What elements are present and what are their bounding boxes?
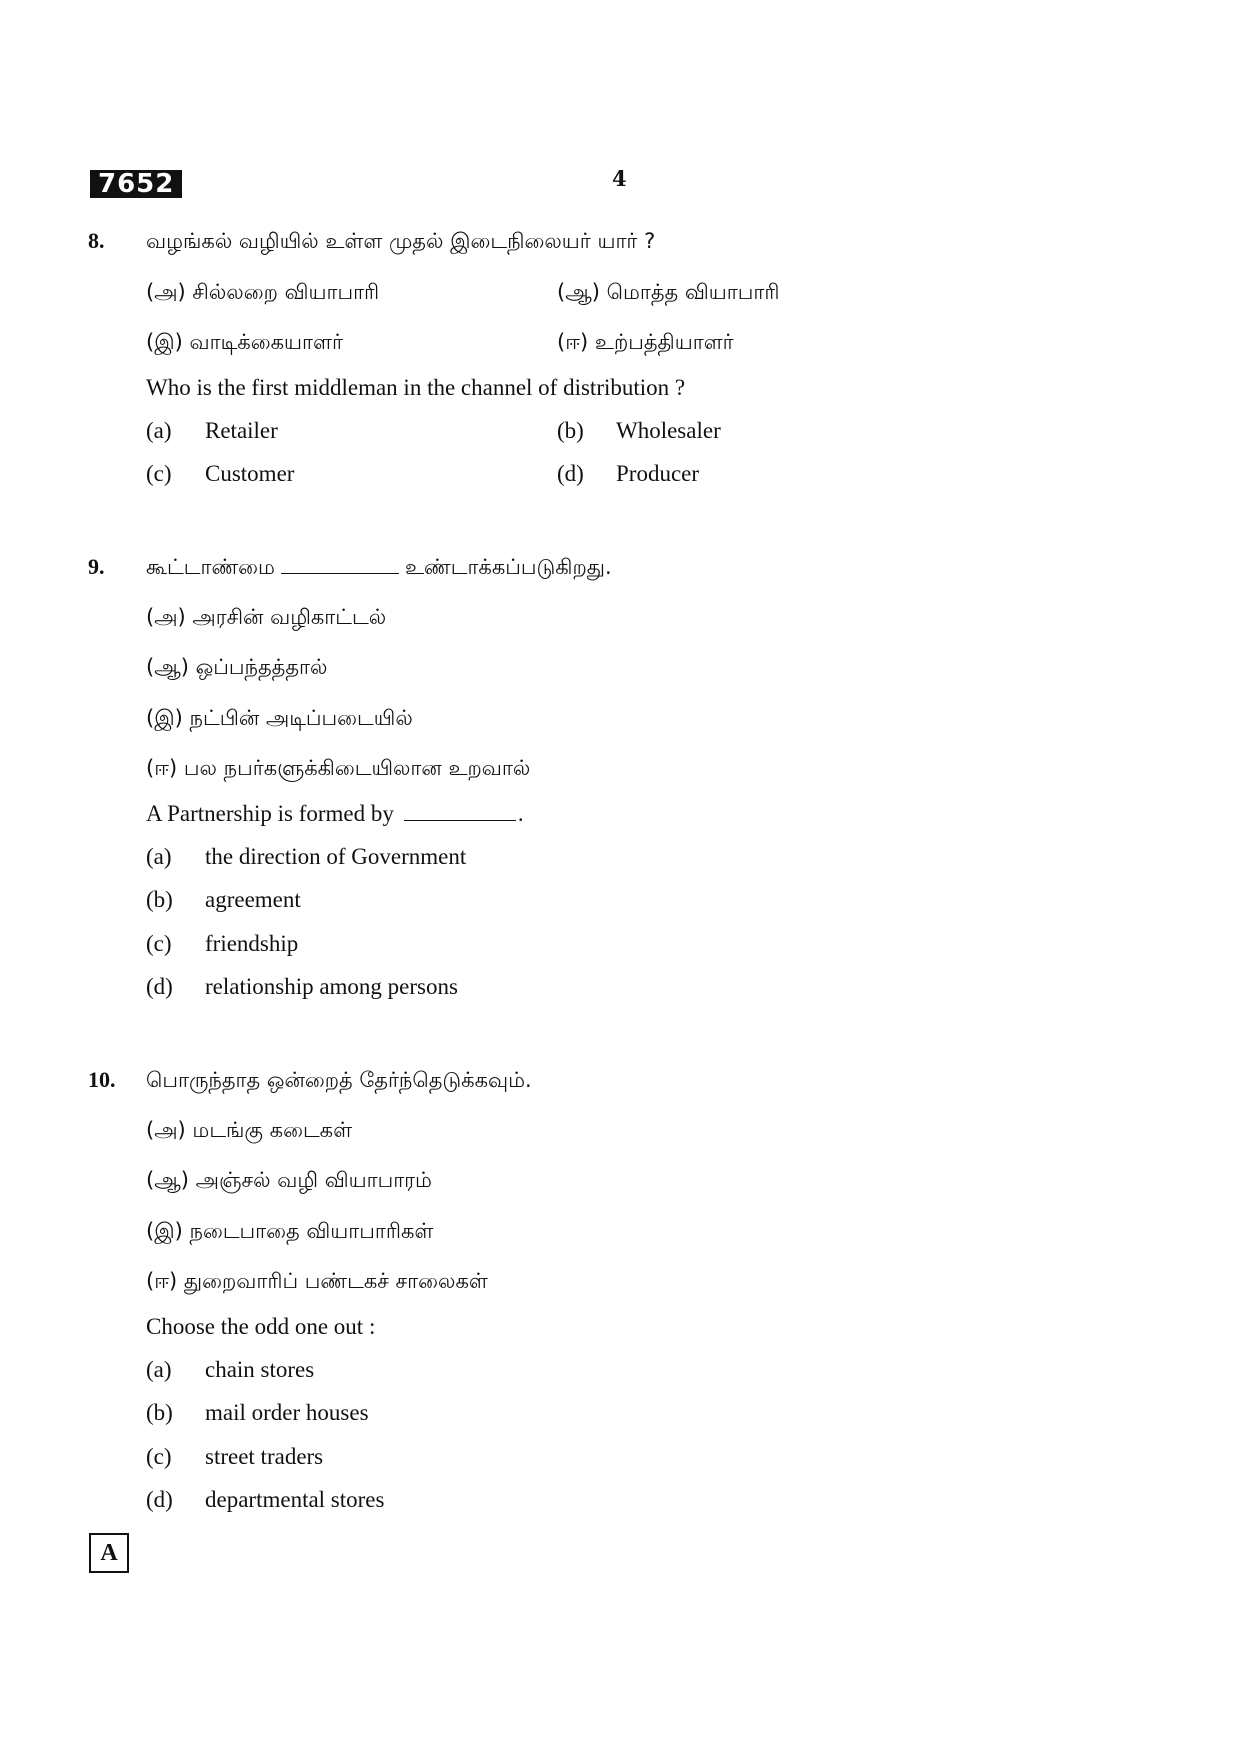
option-tamil-c (146, 706, 413, 733)
option-label-d: (d) (557, 461, 584, 486)
option-label: (இ) (146, 1219, 183, 1243)
option-tamil-c (146, 1219, 433, 1246)
option-text: சில்லறை வியாபாரி (192, 280, 380, 304)
option-label: (அ) (146, 1118, 186, 1142)
option-tamil-d (557, 330, 734, 357)
option-tamil-a (146, 605, 386, 632)
question-text-part: A Partnership is formed by (146, 801, 394, 826)
answer-blank (281, 572, 399, 574)
option-tamil-d (146, 1269, 488, 1296)
option-text-c: Customer (205, 461, 295, 486)
option-text: மொத்த வியாபாரி (606, 280, 780, 304)
option-tamil-a (146, 1118, 352, 1145)
option-label-a: (a) (146, 1357, 172, 1382)
option-tamil-b (146, 655, 327, 682)
answer-blank (404, 819, 516, 821)
option-label: (இ) (146, 706, 183, 730)
option-label: (ஈ) (557, 330, 589, 354)
option-tamil-c (146, 330, 343, 357)
option-text: வாடிக்கையாளர் (189, 330, 343, 354)
option-label-a: (a) (146, 844, 172, 869)
option-text-d: departmental stores (205, 1487, 385, 1512)
option-label-c: (c) (146, 931, 172, 956)
option-text: துறைவாரிப் பண்டகச் சாலைகள் (183, 1269, 488, 1293)
option-text-b: Wholesaler (616, 418, 721, 443)
option-text-d: Producer (616, 461, 700, 486)
option-label: (ஈ) (146, 1269, 178, 1293)
question-number: 10. (88, 1067, 116, 1092)
option-tamil-b (146, 1168, 432, 1195)
section-marker-box: A (89, 1533, 129, 1573)
option-text-c: street traders (205, 1444, 324, 1469)
option-label: (அ) (146, 280, 186, 304)
option-text-a: chain stores (205, 1357, 315, 1382)
question-text-part: . (517, 801, 524, 826)
question-text-tamil: பொருந்தாத ஒன்றைத் தேர்ந்தெடுக்கவும். (146, 1068, 532, 1092)
option-tamil-b (557, 280, 779, 307)
option-label: (ஆ) (146, 1168, 189, 1192)
question-text-tamil (146, 555, 612, 582)
option-text: அஞ்சல் வழி வியாபாரம் (195, 1168, 432, 1192)
option-text-b: mail order houses (205, 1400, 369, 1425)
question-number: 8. (88, 228, 105, 253)
option-text: அரசின் வழிகாட்டல் (192, 605, 387, 629)
option-label-b: (b) (146, 887, 173, 912)
option-label: (அ) (146, 605, 186, 629)
option-label-c: (c) (146, 1444, 172, 1469)
question-text-english: Choose the odd one out : (146, 1314, 376, 1339)
option-text-b: agreement (205, 887, 301, 912)
question-text-english (146, 801, 524, 827)
question-text-tamil: வழங்கல் வழியில் உள்ள முதல் இடைநிலையர் யார் ? (146, 229, 656, 253)
option-text-a: Retailer (205, 418, 278, 443)
option-tamil-d (146, 756, 530, 783)
option-text: பல நபர்களுக்கிடையிலான உறவால் (183, 756, 531, 780)
question-text-part: கூட்டாண்மை (146, 555, 275, 579)
option-label-b: (b) (557, 418, 584, 443)
option-text: நடைபாதை வியாபாரிகள் (189, 1219, 434, 1243)
option-label: (ஆ) (557, 280, 600, 304)
option-text-a: the direction of Government (205, 844, 467, 869)
page-number: 4 (612, 166, 627, 191)
option-text: ஒப்பந்தத்தால் (195, 655, 328, 679)
option-label: (ஆ) (146, 655, 189, 679)
option-label-d: (d) (146, 974, 173, 999)
question-number: 9. (88, 554, 105, 579)
option-text: நட்பின் அடிப்படையில் (189, 706, 413, 730)
option-text-c: friendship (205, 931, 299, 956)
option-text-d: relationship among persons (205, 974, 458, 999)
option-label-b: (b) (146, 1400, 173, 1425)
option-label: (இ) (146, 330, 183, 354)
paper-code-badge: 7652 (90, 170, 182, 198)
question-text-part: உண்டாக்கப்படுகிறது. (404, 555, 612, 579)
option-tamil-a (146, 280, 379, 307)
option-label: (ஈ) (146, 756, 178, 780)
option-text: மடங்கு கடைகள் (192, 1118, 353, 1142)
option-text: உற்பத்தியாளர் (594, 330, 734, 354)
option-label-a: (a) (146, 418, 172, 443)
option-label-d: (d) (146, 1487, 173, 1512)
question-text-english: Who is the first middleman in the channel of distribution ? (146, 375, 686, 400)
option-label-c: (c) (146, 461, 172, 486)
